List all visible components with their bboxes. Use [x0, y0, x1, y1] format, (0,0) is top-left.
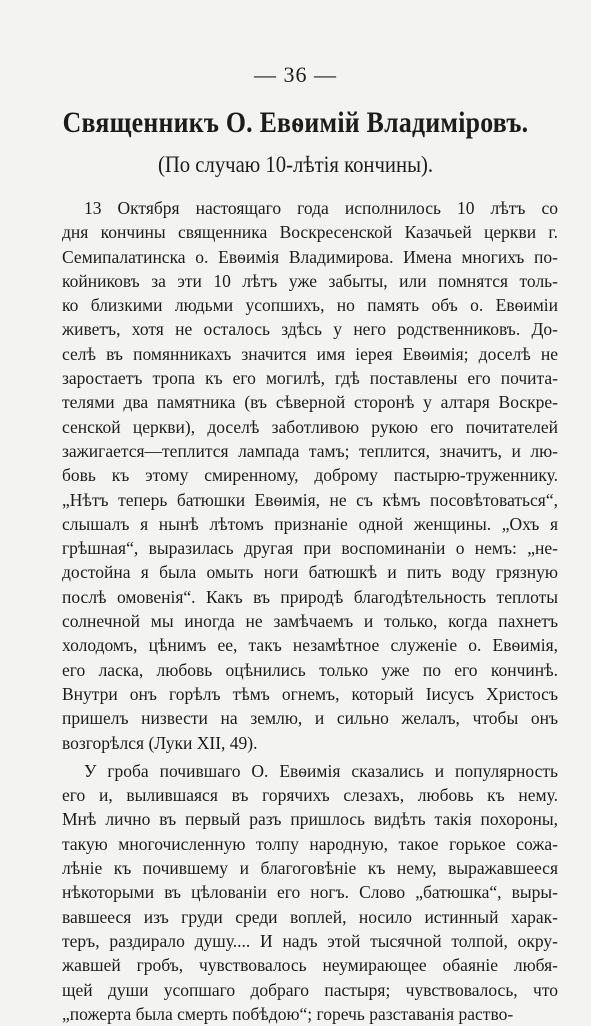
- text-line: живетъ, хотя не осталось здѣсь у него родственниковъ. До-: [62, 319, 558, 340]
- text-line: ко близкими людьми усопшихъ, но память объ о. Евѳиміи: [62, 295, 558, 316]
- text-line: грѣшная“, выразилась другая при воспоминаніи о немъ: „не-: [62, 538, 558, 559]
- text-line: вавшееся изъ груди среди воплей, носило истинный харак-: [62, 906, 558, 927]
- text-line: телями два памятника (въ сѣверной сторонѣ у алтаря Воскре-: [62, 392, 558, 413]
- text-line: нѣкоторыми въ цѣлованіи его ногъ. Слово „батюшка“, выры-: [62, 882, 558, 903]
- text-line: теръ, раздирало душу.... И надъ этой тысячной толпой, окру-: [62, 930, 558, 951]
- text-line: возгорѣлся (Луки XII, 49).: [62, 732, 258, 753]
- text-line: заростаетъ тропа къ его могилѣ, гдѣ поставлены его почита-: [62, 368, 558, 389]
- text-line: щей души усопшаго добраго пастыря; чувствовалось, что: [62, 979, 558, 1000]
- text-line: 13 Октября настоящаго года исполнилось 10 лѣтъ со: [84, 198, 558, 218]
- text-line: пришелъ низвести на землю, и сильно желалъ, чтобы онъ: [62, 708, 558, 729]
- text-line: такую многочисленную толпу народную, такое горькое сожа-: [62, 833, 558, 854]
- text-line: „пожерта была смерть побѣдою“; горечь разставанія раство-: [62, 1003, 514, 1024]
- text-line: его и, вылившаяся въ горячихъ слезахъ, любовь къ нему.: [62, 785, 558, 806]
- text-line: бовь къ этому смиренному, доброму пастырю-труженнику.: [62, 465, 558, 486]
- text-line: достойна я была омыть ноги батюшкѣ и пить воду грязную: [62, 562, 558, 583]
- paragraph: [62, 759, 558, 1026]
- text-line: солнечной мы иногда не замѣчаемъ и только, когда пахнетъ: [62, 611, 558, 632]
- article-title: Священникъ О. Евѳимій Владиміровъ.: [62, 106, 529, 139]
- text-line: селѣ въ помянникахъ значится имя iерея Евѳимія; доселѣ не: [62, 343, 558, 364]
- text-line: койниковъ за эти 10 лѣтъ уже забыты, или помнятся толь-: [62, 270, 558, 291]
- text-line: сенской церкви), доселѣ заботливою рукою его почитателей: [62, 416, 558, 437]
- text-line: дня кончины священника Воскресенской Казачьей церкви г.: [62, 222, 558, 243]
- article-subtitle: (По случаю 10-лѣтія кончины).: [157, 152, 434, 177]
- text-line: зажигается—теплится лампада тамъ; теплится, значитъ, и лю-: [62, 440, 558, 461]
- text-line: слышалъ я нынѣ лѣтомъ признаніе одной женщины. „Охъ я: [62, 513, 558, 534]
- text-line: „Нѣтъ теперь батюшки Евѳимія, не съ кѣмъ посовѣтоваться“,: [62, 489, 558, 510]
- text-line: Семипалатинска о. Евѳимія Владимирова. Имена многихъ по-: [62, 246, 558, 267]
- text-line: холодомъ, цѣнимъ ее, такъ незамѣтное служеніе о. Евѳимія,: [62, 635, 558, 656]
- text-line: Мнѣ лично въ первый разъ пришлось видѣть такія похороны,: [62, 809, 558, 830]
- text-line: лѣніе къ почившему и благоговѣніе къ нему, выражавшееся: [62, 858, 558, 879]
- article-body: [62, 196, 558, 1026]
- page-number: — 36 —: [254, 62, 337, 87]
- paragraph: [62, 196, 558, 755]
- text-line: его ласка, любовь оцѣнились только уже по его кончинѣ.: [62, 659, 558, 680]
- text-line: Внутри онъ горѣлъ тѣмъ огнемъ, который Iисусъ Христосъ: [62, 683, 558, 704]
- text-line: послѣ омовенія“. Какъ въ природѣ благодѣтельность теплоты: [62, 586, 558, 607]
- text-line: У гроба почившаго О. Евѳимія сказались и популярность: [84, 760, 558, 781]
- text-line: жавшей гробъ, чувствовалось неумирающее обаяніе любя-: [62, 955, 558, 976]
